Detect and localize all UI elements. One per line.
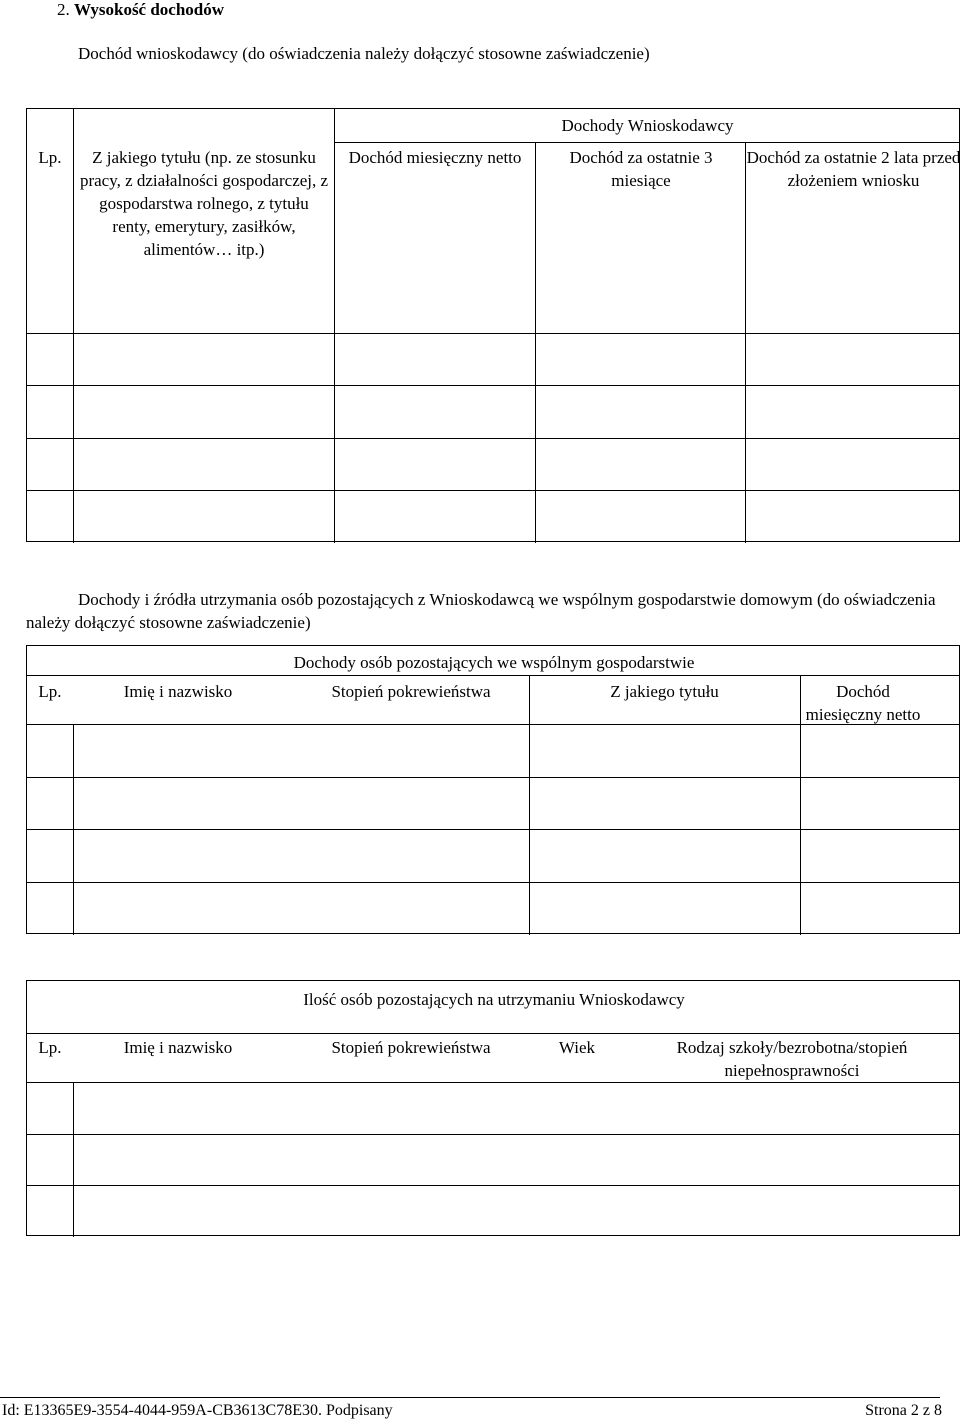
intro-text: Dochód wnioskodawcy (do oświadczenia należy dołączyć stosowne zaświadczenie) [78,44,650,63]
dependents-table [26,980,960,1236]
col-monthly-net: Dochód miesięczny netto [805,682,921,724]
household-text: Dochody i źródła utrzymania osób pozostających z Wnioskodawcą we wspólnym gospodarstwie domowym (do oświadczenia należy dołączyć stosowne zaświadczenie) [26,590,936,632]
applicant-income-table [26,108,960,542]
col-school-type: Rodzaj szkoły/bezrobotna/stopień niepełnosprawności [676,1038,908,1080]
col-lp: Lp. [38,148,62,167]
household-income-table [26,645,960,934]
col-age: Wiek [558,1038,596,1057]
col-income-source: Z jakiego tytułu [610,682,719,701]
footer-divider [0,1397,940,1398]
col-relation: Stopień pokrewieństwa [331,682,491,701]
section-heading [57,0,224,20]
col-last-2-years: Dochód za ostatnie 2 lata przed złożeniem wniosku [746,148,960,190]
section-number: 2. [57,0,70,19]
household-group-header: Dochody osób pozostających we wspólnym gospodarstwie [293,653,695,672]
document-id: Id: E13365E9-3554-4044-959A-CB3613C78E30. Podpisany [2,1402,393,1419]
section-title: Wysokość dochodów [74,0,225,19]
applicant-group-header: Dochody Wnioskodawcy [561,116,734,135]
col-last-3-months: Dochód za ostatnie 3 miesiące [569,148,713,190]
col-income-source: Z jakiego tytułu (np. ze stosunku pracy, z działalności gospodarczej, z gospodarstwa rolnego, z tytułu renty, emerytury, zasiłków, alimentów… itp.) [79,148,329,259]
col-name: Imię i nazwisko [123,682,233,701]
col-lp: Lp. [38,1038,62,1057]
col-relation: Stopień pokrewieństwa [331,1038,491,1057]
col-name: Imię i nazwisko [123,1038,233,1057]
page-number: Strona 2 z 8 [865,1402,942,1419]
col-monthly-net: Dochód miesięczny netto [348,148,522,167]
col-lp: Lp. [38,682,62,701]
dependents-group-header: Ilość osób pozostających na utrzymaniu Wnioskodawcy [303,990,685,1009]
